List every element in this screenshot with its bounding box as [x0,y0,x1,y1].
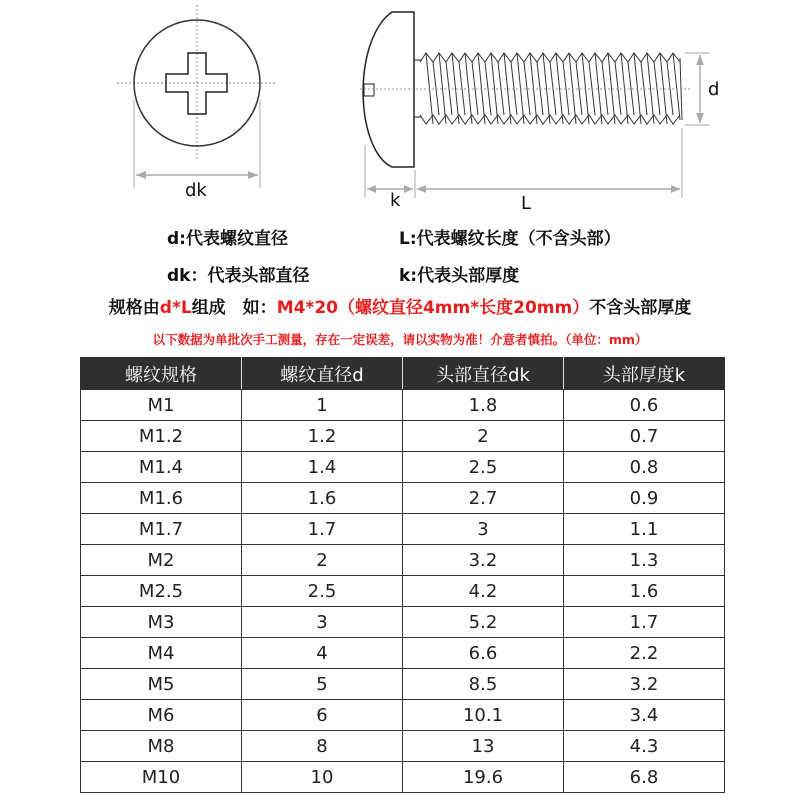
cell-k: 0.7 [564,421,725,452]
table-row [81,762,725,793]
cell-k: 1.3 [564,545,725,576]
table-row [81,700,725,731]
cell-k: 1.7 [564,607,725,638]
cell-spec: M6 [81,700,242,731]
cell-spec: M1.4 [81,452,242,483]
table-row [81,483,725,514]
cell-spec: M4 [81,638,242,669]
table-row [81,669,725,700]
cell-k: 0.8 [564,452,725,483]
cell-spec: M2.5 [81,576,242,607]
legend-k: k:代表头部厚度 [399,266,520,286]
cell-k: 6.8 [564,762,725,793]
cell-spec: M8 [81,731,242,762]
cell-d: 1.7 [242,514,403,545]
cell-dk: 6.6 [403,638,564,669]
screw-size-table [80,357,725,793]
col-header-head-thickness: 头部厚度k [564,358,725,390]
spec-prefix: 规格由 [108,298,160,318]
d-dimension-label: d [708,79,720,100]
cell-k: 3.2 [564,669,725,700]
cell-dk: 13 [403,731,564,762]
cell-dk: 4.2 [403,576,564,607]
table-row [81,731,725,762]
k-dimension-label: k [390,190,401,211]
cell-dk: 5.2 [403,607,564,638]
cell-d: 1.6 [242,483,403,514]
spec-formula: d*L [159,298,192,318]
spec-mid: 组成 如： [191,298,277,318]
cell-spec: M2 [81,545,242,576]
cell-spec: M1 [81,390,242,421]
legend-L: L:代表螺纹长度（不含头部） [399,229,621,249]
cell-dk: 2.5 [403,452,564,483]
table-row [81,638,725,669]
cell-dk: 1.8 [403,390,564,421]
cell-k: 0.9 [564,483,725,514]
cell-spec: M3 [81,607,242,638]
legend-dk: dk：代表头部直径 [167,266,310,286]
cell-k: 4.3 [564,731,725,762]
cell-dk: 19.6 [403,762,564,793]
spec-example: M4*20（螺纹直径4mm*长度20mm） [276,298,590,318]
cell-d: 3 [242,607,403,638]
cell-d: 1.4 [242,452,403,483]
legend-d: d:代表螺纹直径 [167,229,288,249]
table-row [81,545,725,576]
cell-d: 6 [242,700,403,731]
cell-d: 4 [242,638,403,669]
spec-format-line [0,293,800,318]
cell-d: 2 [242,545,403,576]
table-header-row [81,358,725,390]
cell-spec: M1.7 [81,514,242,545]
cell-dk: 3 [403,514,564,545]
cell-k: 3.4 [564,700,725,731]
table-row [81,514,725,545]
table-row [81,390,725,421]
table-row [81,607,725,638]
cell-spec: M1.6 [81,483,242,514]
cell-spec: M10 [81,762,242,793]
cell-spec: M5 [81,669,242,700]
measurement-disclaimer: 以下数据为单批次手工测量，存在一定误差，请以实物为准！介意者慎拍。（单位：mm） [152,332,648,347]
cell-k: 2.2 [564,638,725,669]
cell-dk: 3.2 [403,545,564,576]
screw-head-top-view [100,0,320,210]
cell-d: 5 [242,669,403,700]
cell-dk: 10.1 [403,700,564,731]
cell-k: 1.6 [564,576,725,607]
spec-suffix: 不含头部厚度 [589,298,692,318]
cell-dk: 2.7 [403,483,564,514]
cell-d: 1.2 [242,421,403,452]
table-row [81,421,725,452]
dk-dimension-label: dk [185,180,207,201]
cell-spec: M1.2 [81,421,242,452]
cell-k: 0.6 [564,390,725,421]
cell-d: 2.5 [242,576,403,607]
cell-d: 1 [242,390,403,421]
col-header-thread-diameter: 螺纹直径d [242,358,403,390]
cell-d: 10 [242,762,403,793]
table-row [81,576,725,607]
col-header-head-diameter: 头部直径dk [403,358,564,390]
cell-d: 8 [242,731,403,762]
table-row [81,452,725,483]
L-dimension-label: L [521,193,532,214]
screw-side-view [340,0,740,215]
cell-dk: 2 [403,421,564,452]
cell-dk: 8.5 [403,669,564,700]
col-header-spec: 螺纹规格 [81,358,242,390]
cell-k: 1.1 [564,514,725,545]
